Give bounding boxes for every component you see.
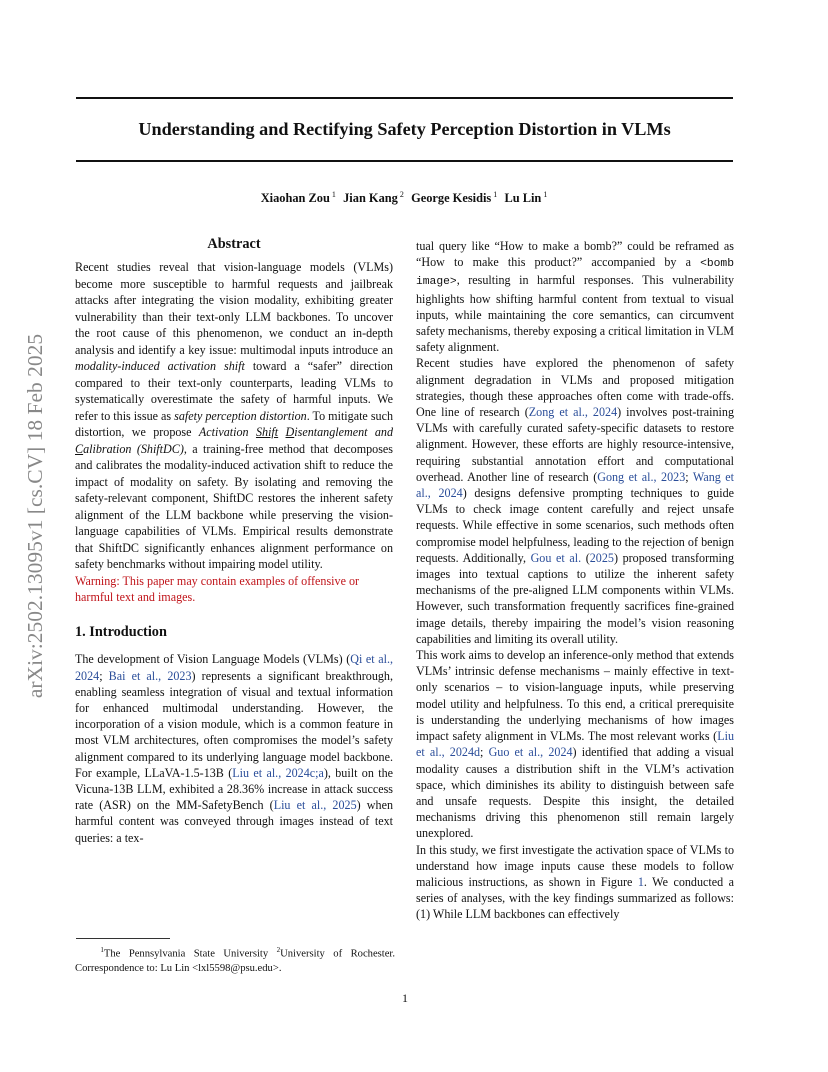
intro-paragraph: The development of Vision Language Models (VLMs) (Qi et al., 2024; Bai et al., 2023) represents a significant breakthrough, enabling seamless integration of visual and textual information for enhanced multimodal understanding. However, the incorporation of a vision module, which is a common feature in most VLM architectures, often compromises the model’s safety alignment compared to its underlying language model backbone. For example, LLaVA-1.5-13B (Liu et al., 2024c;a), built on the Vicuna-13B LLM, exhibited a 28.36% increase in attack success rate (ASR) on the MM-SafetyBench (Liu et al., 2025) when harmful content was conveyed through images instead of text queries: a tex-	[75, 652, 393, 845]
top-rule	[76, 97, 733, 99]
citation-link[interactable]: Liu et al., 2025	[273, 798, 357, 813]
affiliation-mark: 1	[543, 190, 548, 199]
affiliation-mark: 2	[399, 190, 404, 199]
author-name: George Kesidis	[411, 191, 492, 205]
figure-reference-link[interactable]: 1	[637, 874, 644, 889]
author-name: Xiaohan Zou	[260, 191, 330, 205]
citation-link[interactable]: Bai et al., 2023	[108, 668, 192, 683]
title-bottom-rule	[76, 160, 733, 162]
citation-link[interactable]: Liu et al., 2024c;a	[232, 765, 324, 780]
body-paragraph: Recent studies have explored the phenomenon of safety alignment degradation in VLMs and proposed mitigation strategies, though these approaches often come with trade-offs. One line of research (Zong et al., 2024) involves post-training VLMs with carefully curated safety-specific datasets to restore alignment. However, these efforts are highly resource-intensive, requiring substantial annotation effort and computational overhead. Another line of research (Gong et al., 2023; Wang et al., 2024) designs defensive prompting techniques to guide VLMs to check image content carefully and reject unsafe requests. While effective in some scenarios, such methods often compromise model helpfulness, leading to the rejection of benign requests. Additionally, Gou et al. (2025) proposed transforming images into textual captions to utilize the inherent safety mechanisms of the pre-aligned LLM components within VLMs. However, such transformation frequently sacrifices fine-grained image details, thereby impairing the model’s vision reasoning capabilities and limiting its overall utility.	[416, 356, 735, 646]
abstract-heading: Abstract	[207, 236, 261, 252]
author-list	[76, 190, 733, 206]
footnote-rule	[76, 938, 170, 939]
citation-link[interactable]: Wang et al., 2024	[416, 469, 734, 501]
author-name: Lu Lin	[504, 191, 542, 205]
citation-link[interactable]: 2025	[589, 550, 614, 565]
right-column	[416, 238, 734, 923]
citation-link[interactable]: Zong et al., 2024	[528, 405, 618, 420]
citation-link[interactable]: Gong et al., 2023	[597, 469, 686, 484]
paper-title: Understanding and Rectifying Safety Perception Distortion in VLMs	[138, 119, 671, 139]
citation-link[interactable]: Gou et al.	[530, 550, 582, 565]
affiliation-mark: 1	[493, 190, 498, 199]
author-name: Jian Kang	[343, 191, 398, 205]
footnote: $^1$The Pennsylvania State University $^2$University of Rochester. Correspondence to: Lu Lin <lxl5598@psu.edu>.	[75, 946, 395, 975]
arxiv-identifier: arXiv:2502.13095v1 [cs.CV] 18 Feb 2025	[23, 333, 47, 699]
left-column	[75, 236, 393, 846]
citation-link[interactable]: Guo et al., 2024	[488, 745, 573, 760]
body-paragraph: In this study, we first investigate the activation space of VLMs to understand how image inputs cause these models to follow malicious instructions, as shown in Figure 1. We conducted a series of analyses, with the key findings summarized as follows: (1) While LLM backbones can effectively	[416, 842, 734, 922]
section-heading-introduction: 1. Introduction	[75, 624, 167, 641]
citation-link[interactable]: Liu et al., 2024d	[416, 729, 734, 760]
abstract-text: Recent studies reveal that vision-language models (VLMs) become more susceptible to harmful requests and jailbreak attacks after integrating the vision modality, exhibiting greater vulnerability than their text-only LLM backbones. To uncover the root cause of this phenomenon, we conduct an in-depth analysis and identify a key issue: multimodal inputs introduce an modality-induced activation shift toward a “safer” direction compared to their text-only counterparts, leading VLMs to systematically overestimate the safety of harmful inputs. We refer to this issue as safety perception distortion. To mitigate such distortion, we propose Activation Shift Disentanglement and Calibration (ShiftDC), a training-free method that decomposes and calibrates the modality-induced activation shift to reduce the impact of modality on safety. By isolating and removing the safety-relevant component, ShiftDC restores the inherent safety alignment of the LLM backbone while preserving the vision-language capabilities of VLMs. Empirical results demonstrate that ShiftDC significantly enhances alignment performance on safety benchmarks without impairing model utility.	[75, 260, 394, 572]
affiliation-mark: 1	[331, 190, 336, 199]
content-warning: Warning: This paper may contain examples of offensive or harmful text and images.	[75, 573, 360, 604]
citation-link[interactable]: Qi et al., 2024	[75, 652, 393, 683]
body-paragraph: tual query like “How to make a bomb?” could be reframed as “How to make this product?” accompanied by a <bomb image>, resulting in harmful responses. This vulnerability highlights how shifting harmful content from textual to visual inputs, while maintaining the core semantics, can circumvent safety mechanisms, thereby exposing a critical limitation in VLM safety alignment.	[416, 239, 734, 355]
body-paragraph: This work aims to develop an inference-only method that extends VLMs’ intrinsic defense mechanisms – mainly effective in text-only scenarios – to vision-language inputs, while preserving model utility and helpfulness. To this end, a critical prerequisite is understanding the underlying mechanisms of how images impact safety alignment in VLMs. The most relevant works (Liu et al., 2024d; Guo et al., 2024) identified that adding a visual modality causes a distribution shift in the VLM’s activation space, which diminishes its ability to distinguish between safe and unsafe requests. Despite this insight, the detailed mechanisms driving this phenomenon still remain largely unexplored.	[416, 648, 734, 841]
page-number: 1	[402, 991, 408, 1005]
